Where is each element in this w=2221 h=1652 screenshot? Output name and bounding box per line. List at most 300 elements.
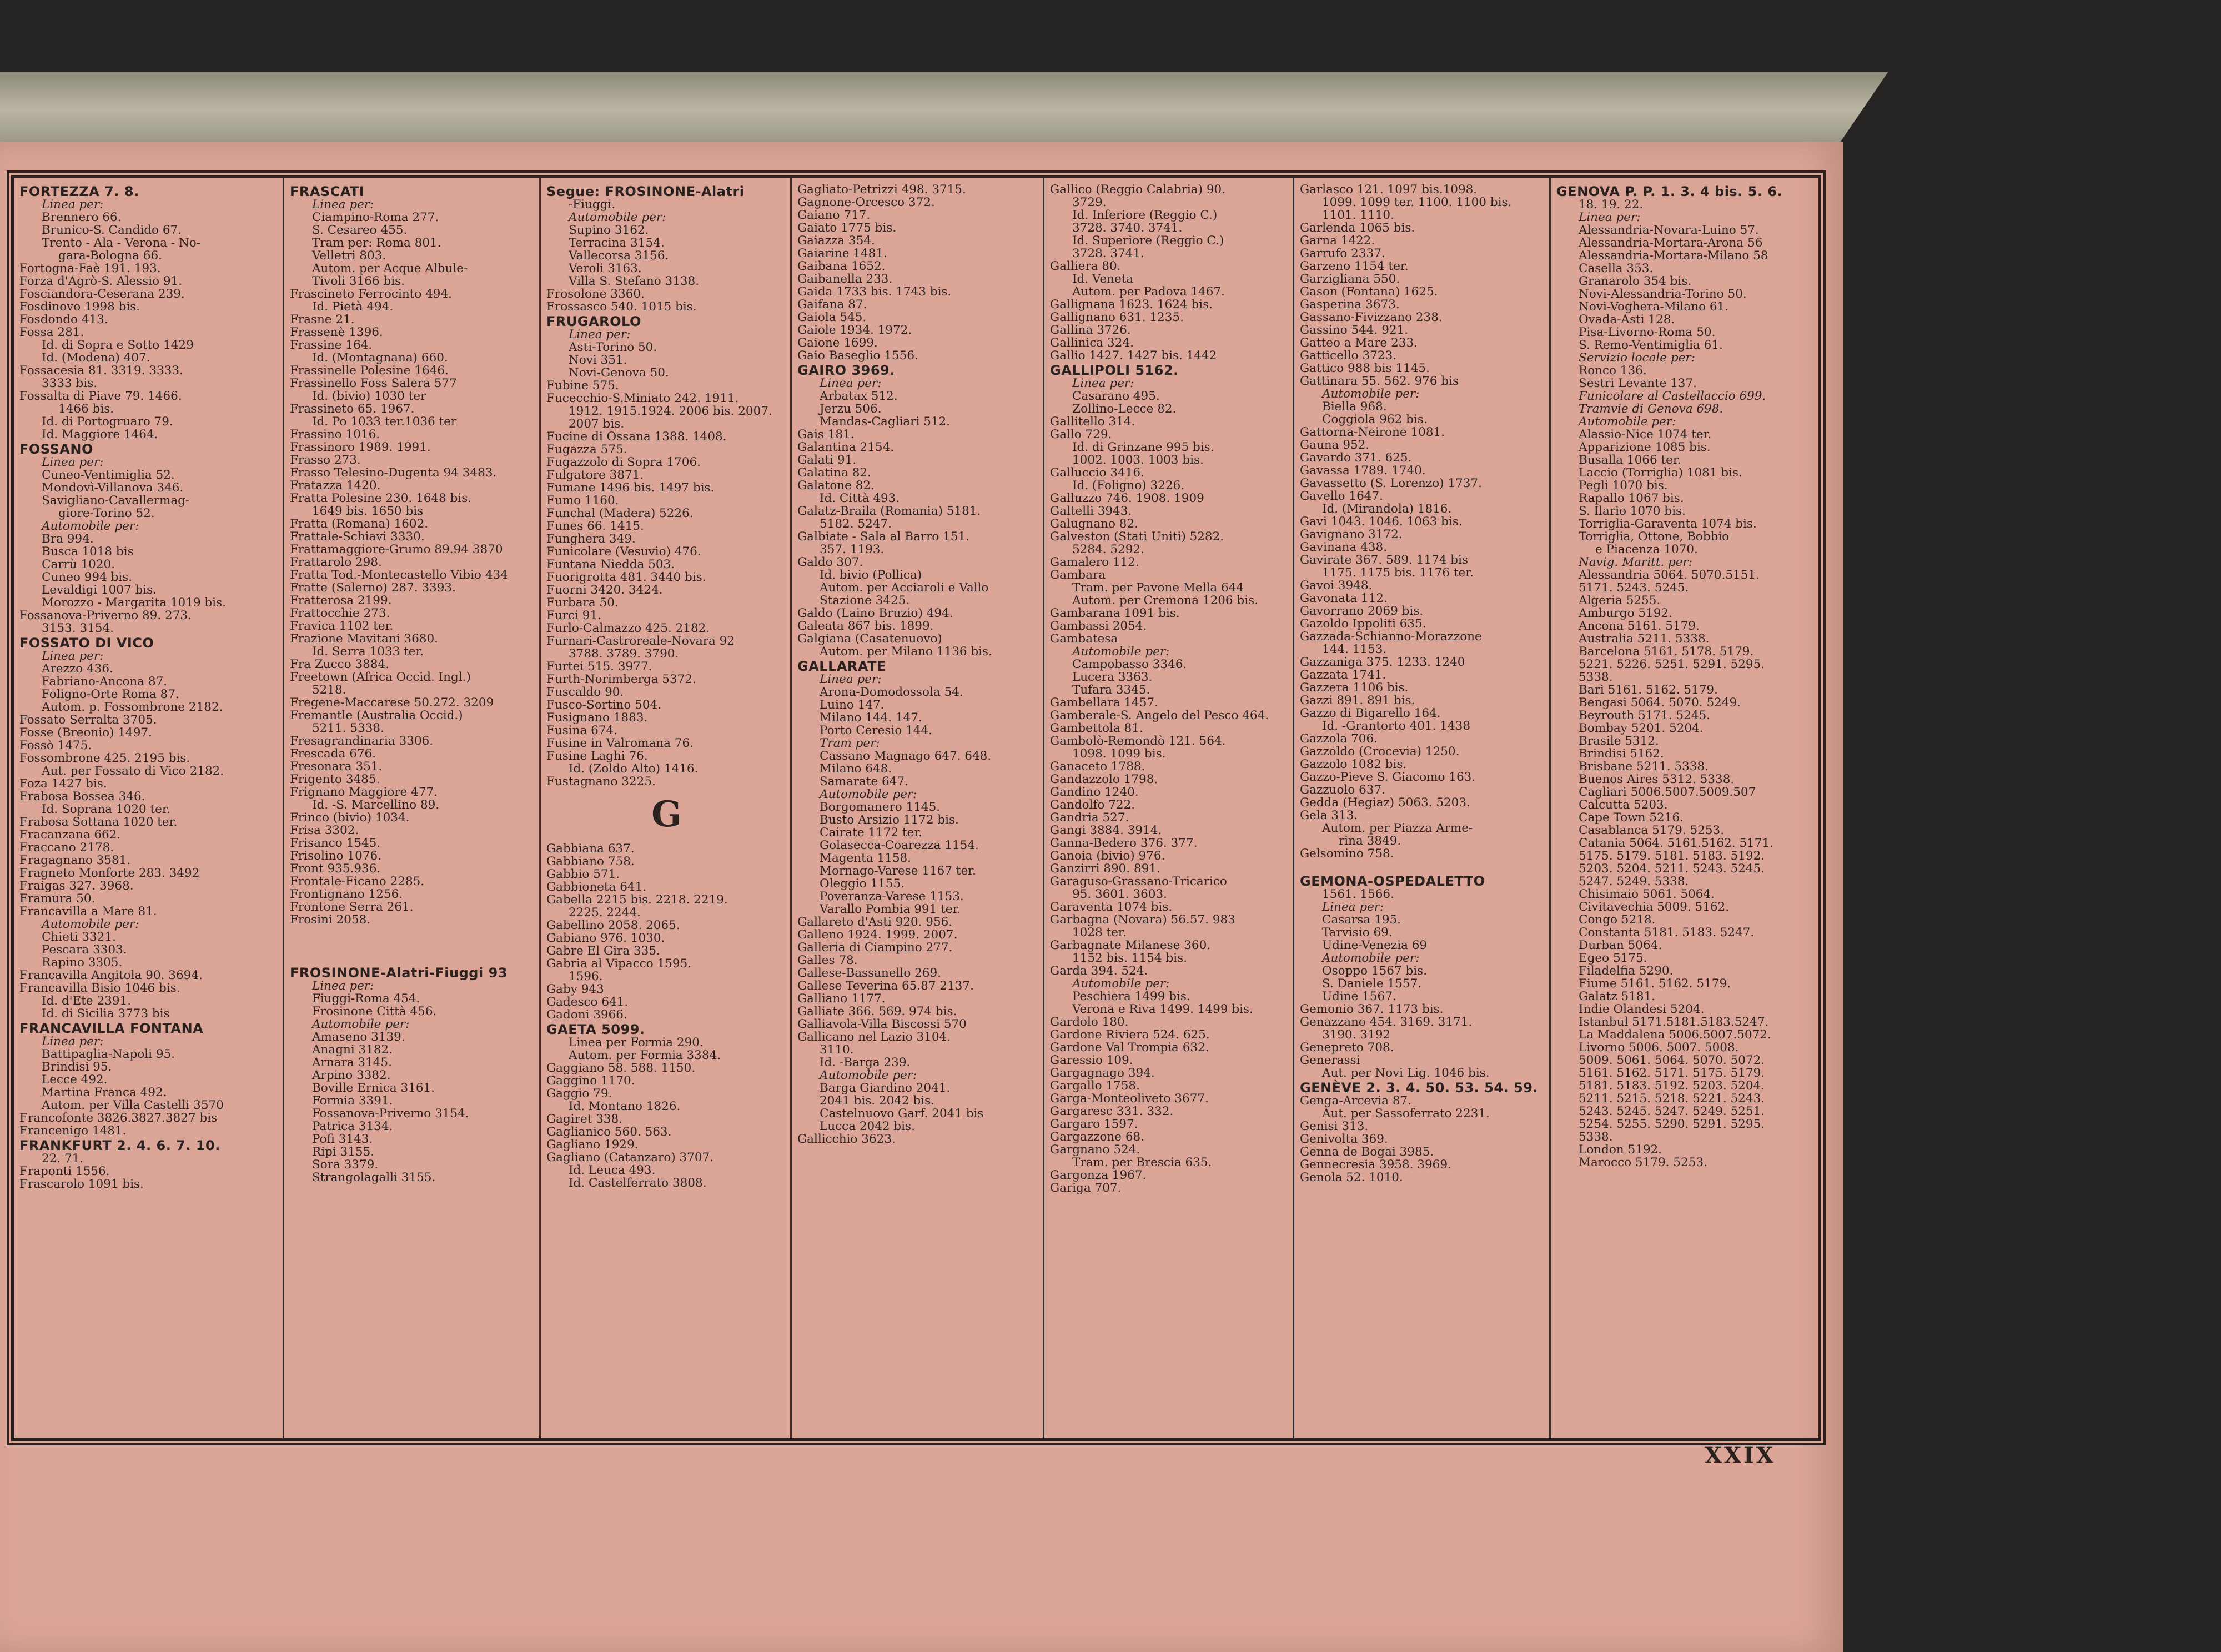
index-entry: S. Ilario 1070 bis. <box>1579 504 1686 518</box>
index-entry: 5009. 5061. 5064. 5070. 5072. <box>1579 1053 1765 1067</box>
index-entry: 5284. 5292. <box>1072 543 1144 556</box>
index-entry: Gela 313. <box>1300 809 1358 822</box>
index-entry: Fumo 1160. <box>546 494 619 508</box>
index-entry: Freetown (Africa Occid. Ingl.) <box>290 670 471 684</box>
index-entry: Gallese-Bassanello 269. <box>797 966 941 980</box>
index-entry: Galleria di Ciampino 277. <box>797 941 953 955</box>
index-entry: Arbatax 512. <box>820 389 898 403</box>
index-entry: Linea per: <box>569 328 631 342</box>
index-entry: Gaione 1699. <box>797 336 878 350</box>
index-entry: Gasperina 3673. <box>1300 298 1400 312</box>
index-entry: Fiuggi-Roma 454. <box>312 992 420 1006</box>
index-entry: Gagliano (Catanzaro) 3707. <box>546 1151 714 1164</box>
index-entry: Galdo 307. <box>797 555 863 569</box>
index-entry: Cairate 1172 ter. <box>820 826 923 840</box>
index-entry: Civitavechia 5009. 5162. <box>1579 900 1730 914</box>
index-entry: 2041 bis. 2042 bis. <box>820 1094 934 1108</box>
index-entry: Alessandria-Mortara-Milano 58 <box>1579 249 1768 263</box>
index-entry: Gallese Teverina 65.87 2137. <box>797 979 974 993</box>
index-entry: Gandino 1240. <box>1050 785 1139 799</box>
index-entry: Chisimaio 5061. 5064. <box>1579 887 1715 901</box>
index-entry: Garessio 109. <box>1050 1053 1133 1067</box>
index-entry: Fraigas 327. 3968. <box>19 879 134 893</box>
index-entry: Pisa-Livorno-Roma 50. <box>1579 325 1716 339</box>
index-entry: giore-Torino 52. <box>58 506 155 520</box>
index-entry: Udine-Venezia 69 <box>1322 938 1428 952</box>
index-entry: Gallo 729. <box>1050 428 1112 441</box>
index-entry: Gavinana 438. <box>1300 540 1388 554</box>
index-entry: Gabbiano 758. <box>546 855 635 868</box>
index-entry: Linea per: <box>820 672 882 686</box>
index-entry: 3788. 3789. 3790. <box>569 647 679 661</box>
index-entry: Francofonte 3826.3827.3827 bis <box>19 1111 218 1125</box>
index-entry: Aut. per Fossato di Vico 2182. <box>42 764 224 778</box>
index-entry: Fusina 674. <box>546 724 618 737</box>
index-entry: 5221. 5226. 5251. 5291. 5295. <box>1579 657 1765 671</box>
index-entry: Brasile 5312. <box>1579 734 1659 748</box>
index-entry: Automobile per: <box>820 1068 917 1082</box>
index-entry: Granarolo 354 bis. <box>1579 274 1692 288</box>
index-entry: 1101. 1110. <box>1322 208 1394 222</box>
index-heading: FOSSANO <box>19 441 93 457</box>
index-entry: Fossato Serralta 3705. <box>19 713 157 727</box>
index-entry: Fucine di Ossana 1388. 1408. <box>546 430 727 444</box>
index-entry: Veroli 3163. <box>569 262 642 275</box>
index-entry: Automobile per: <box>569 210 666 224</box>
index-entry: Gabbio 571. <box>546 867 620 881</box>
index-entry: Mondovì-Villanova 346. <box>42 481 184 495</box>
index-entry: S. Remo-Ventimiglia 61. <box>1579 338 1723 352</box>
index-entry: 1649 bis. 1650 bis <box>312 504 424 518</box>
index-entry: Linea per Formia 290. <box>569 1036 704 1050</box>
index-entry: Fragagnano 3581. <box>19 853 131 867</box>
index-entry: Gambara <box>1050 568 1106 582</box>
index-entry: 1002. 1003. 1003 bis. <box>1072 453 1204 467</box>
index-entry: Gaida 1733 bis. 1743 bis. <box>797 285 952 299</box>
index-entry: 3110. <box>820 1043 854 1057</box>
index-entry: Fossa 281. <box>19 325 84 339</box>
index-entry: Francavilla Bisio 1046 bis. <box>19 981 180 995</box>
index-entry: Autom. per Milano 1136 bis. <box>820 645 992 659</box>
index-entry: Frisolino 1076. <box>290 849 381 863</box>
index-entry: Galluzzo 746. 1908. 1909 <box>1050 491 1204 505</box>
index-entry: Gabria al Vipacco 1595. <box>546 957 692 971</box>
index-entry: Fossanova-Priverno 3154. <box>312 1107 469 1121</box>
index-entry: Id. Maggiore 1464. <box>42 428 158 441</box>
index-entry: Fubine 575. <box>546 379 619 393</box>
index-entry: Marocco 5179. 5253. <box>1579 1156 1707 1169</box>
index-entry: Galatina 82. <box>797 466 871 480</box>
index-entry: Ciampino-Roma 277. <box>312 210 439 224</box>
index-entry: Gattinara 55. 562. 976 bis <box>1300 374 1459 388</box>
index-entry: Savigliano-Cavallermag- <box>42 494 190 508</box>
index-entry: Id. -S. Marcellino 89. <box>312 798 440 812</box>
index-entry: Galveston (Stati Uniti) 5282. <box>1050 530 1224 544</box>
index-entry: Fraponti 1556. <box>19 1164 110 1178</box>
index-entry: Id. Po 1033 ter.1036 ter <box>312 415 457 429</box>
index-entry: Tivoli 3166 bis. <box>312 274 405 288</box>
index-heading: Segue: FROSINONE-Alatri <box>546 184 745 199</box>
index-entry: Id. -Grantorto 401. 1438 <box>1322 719 1471 733</box>
index-entry: Gambatesa <box>1050 632 1118 646</box>
index-entry: Gattorna-Neirone 1081. <box>1300 425 1445 439</box>
index-entry: Arona-Domodossola 54. <box>820 685 963 699</box>
index-entry: Linea per: <box>1322 900 1384 914</box>
index-entry: Autom. per Formia 3384. <box>569 1048 721 1062</box>
index-heading: FORTEZZA 7. 8. <box>19 184 139 199</box>
index-entry: Fuscaldo 90. <box>546 685 624 699</box>
index-entry: Fratazza 1420. <box>290 479 381 493</box>
index-entry: Garbagnate Milanese 360. <box>1050 938 1211 952</box>
index-entry: Fremantle (Australia Occid.) <box>290 709 463 722</box>
index-entry: Id. di Grinzane 995 bis. <box>1072 440 1214 454</box>
index-entry: -Fiuggi. <box>569 198 616 212</box>
index-entry: Patrica 3134. <box>312 1119 393 1133</box>
index-entry: Velletri 803. <box>312 249 386 263</box>
index-entry: Laccio (Torriglia) 1081 bis. <box>1579 466 1742 480</box>
index-entry: Gandazzolo 1798. <box>1050 772 1158 786</box>
page-number: XXIX <box>1705 1442 1776 1468</box>
index-entry: Automobile per: <box>1322 387 1420 401</box>
index-entry: Villa S. Stefano 3138. <box>569 274 700 288</box>
index-entry: Catania 5064. 5161.5162. 5171. <box>1579 836 1773 850</box>
index-entry: Galdo (Laino Bruzio) 494. <box>797 606 953 620</box>
index-entry: Gardone Val Trompia 632. <box>1050 1041 1209 1055</box>
index-entry: Fustagnano 3225. <box>546 775 656 789</box>
index-entry: Gaio Baseglio 1556. <box>797 349 918 363</box>
index-entry: Varallo Pombia 991 ter. <box>820 902 961 916</box>
index-entry: 5338. <box>1579 670 1613 684</box>
index-entry: Tufara 3345. <box>1072 683 1150 697</box>
index-entry: 5211. 5338. <box>312 721 384 735</box>
index-entry: Ripi 3155. <box>312 1145 375 1159</box>
index-entry: Frattarolo 298. <box>290 555 382 569</box>
index-entry: 1175. 1175 bis. 1176 ter. <box>1322 566 1474 580</box>
index-entry: Frabosa Bossea 346. <box>19 790 145 804</box>
index-entry: Id. Leuca 493. <box>569 1163 656 1177</box>
index-entry: Frontignano 1256. <box>290 887 403 901</box>
index-entry: Gambellara 1457. <box>1050 696 1158 710</box>
index-entry: Beyrouth 5171. 5245. <box>1579 709 1710 722</box>
index-entry: Linea per: <box>312 198 374 212</box>
index-entry: Trento - Ala - Verona - No- <box>42 236 200 250</box>
index-entry: Fusignano 1883. <box>546 711 648 725</box>
index-entry: Fratterosa 2199. <box>290 594 392 607</box>
index-entry: Casarsa 195. <box>1322 913 1401 927</box>
index-entry: S. Daniele 1557. <box>1322 977 1422 991</box>
index-entry: 3728. 3741. <box>1072 247 1144 260</box>
index-entry: Peschiera 1499 bis. <box>1072 990 1190 1003</box>
index-entry: Gason (Fontana) 1625. <box>1300 285 1438 299</box>
index-entry: Generassi <box>1300 1053 1360 1067</box>
index-entry: Fugazzolo di Sopra 1706. <box>546 455 701 469</box>
index-entry: Fossò 1475. <box>19 739 92 752</box>
index-entry: Fresonara 351. <box>290 760 383 774</box>
index-entry: Frosini 2058. <box>290 913 371 927</box>
index-entry: Gambettola 81. <box>1050 721 1143 735</box>
index-entry: Furtei 515. 3977. <box>546 660 652 674</box>
index-entry: Galtelli 3943. <box>1050 504 1132 518</box>
index-entry: Novi-Alessandria-Torino 50. <box>1579 287 1747 301</box>
index-entry: Gavorrano 2069 bis. <box>1300 604 1424 618</box>
index-entry: Milano 648. <box>820 762 892 776</box>
index-entry: Fosse (Breonio) 1497. <box>19 726 152 740</box>
index-entry: Fraccano 2178. <box>19 841 114 855</box>
index-entry: Alessandria-Mortara-Arona 56 <box>1579 236 1763 250</box>
index-entry: Id. (Zoldo Alto) 1416. <box>569 762 699 776</box>
index-entry: Genga-Arcevia 87. <box>1300 1094 1412 1108</box>
index-entry: Linea per: <box>42 649 104 663</box>
index-entry: Gariga 707. <box>1050 1181 1122 1195</box>
index-entry: Furbara 50. <box>546 596 619 610</box>
index-entry: Gamalero 112. <box>1050 555 1139 569</box>
index-entry: Servizio locale per: <box>1579 351 1695 365</box>
index-entry: Mornago-Varese 1167 ter. <box>820 864 976 878</box>
index-entry: Cuneo-Ventimiglia 52. <box>42 468 175 482</box>
index-entry: Frassinello Foss Salera 577 <box>290 376 457 390</box>
index-entry: Frattale-Schiavi 3330. <box>290 530 425 544</box>
index-entry: Automobile per: <box>1072 645 1170 659</box>
index-entry: Congo 5218. <box>1579 913 1656 927</box>
index-entry: Busalla 1066 ter. <box>1579 453 1681 467</box>
index-entry: Fosciandora-Ceserana 239. <box>19 287 185 301</box>
index-entry: Tram. per Brescia 635. <box>1072 1156 1212 1169</box>
index-column-4 <box>792 178 1044 1438</box>
index-entry: Buenos Aires 5312. 5338. <box>1579 772 1735 786</box>
index-entry: Gargaro 1597. <box>1050 1117 1138 1131</box>
index-entry: Frascarolo 1091 bis. <box>19 1177 144 1191</box>
index-entry: Autom. per Padova 1467. <box>1072 285 1225 299</box>
index-entry: Gabbiana 637. <box>546 842 635 856</box>
index-entry: Genivolta 369. <box>1300 1132 1388 1146</box>
index-entry: Fossalta di Piave 79. 1466. <box>19 389 182 403</box>
index-entry: 18. 19. 22. <box>1579 198 1644 212</box>
index-entry: Garaventa 1074 bis. <box>1050 900 1173 914</box>
index-entry: Gatticello 3723. <box>1300 349 1396 363</box>
index-entry: Automobile per: <box>42 519 139 533</box>
index-entry: Gedda (Hegiaz) 5063. 5203. <box>1300 796 1470 810</box>
index-entry: Garlasco 121. 1097 bis.1098. <box>1300 183 1478 197</box>
index-entry: Tram. per Pavone Mella 644 <box>1072 581 1244 595</box>
index-entry: Gagiret 338. <box>546 1112 622 1126</box>
index-entry: Fortogna-Faè 191. 193. <box>19 262 161 275</box>
index-entry: Biella 968. <box>1322 400 1387 414</box>
index-entry: Gallico (Reggio Calabria) 90. <box>1050 183 1226 197</box>
index-entry: Linea per: <box>1579 210 1641 224</box>
index-entry: Gaiola 545. <box>797 310 867 324</box>
index-entry: Garlenda 1065 bis. <box>1300 221 1415 235</box>
index-entry: Genola 52. 1010. <box>1300 1171 1403 1184</box>
index-entry: Gavardo 371. 625. <box>1300 451 1412 465</box>
index-entry: Aut. per Sassoferrato 2231. <box>1322 1107 1490 1121</box>
index-entry: Id. Pietà 494. <box>312 300 394 314</box>
index-entry: 5218. <box>312 683 346 697</box>
index-entry: La Maddalena 5006.5007.5072. <box>1579 1028 1771 1042</box>
index-entry: Arnara 3145. <box>312 1056 392 1069</box>
index-entry: Fiume 5161. 5162. 5179. <box>1579 977 1731 991</box>
index-entry: Strangolagalli 3155. <box>312 1171 436 1184</box>
index-entry: Gatteo a Mare 233. <box>1300 336 1418 350</box>
index-table-frame <box>11 175 1821 1441</box>
index-entry: Alessandria-Novara-Luino 57. <box>1579 223 1759 237</box>
index-entry: 5171. 5243. 5245. <box>1579 581 1689 595</box>
index-entry: Alessandria 5064. 5070.5151. <box>1579 568 1760 582</box>
index-entry: Galliate 366. 569. 974 bis. <box>797 1005 957 1018</box>
index-entry: Galeata 867 bis. 1899. <box>797 619 934 633</box>
index-entry: Luino 147. <box>820 698 885 712</box>
index-entry: Lucca 2042 bis. <box>820 1119 915 1133</box>
index-entry: Novi-Voghera-Milano 61. <box>1579 300 1729 314</box>
index-entry: Vallecorsa 3156. <box>569 249 669 263</box>
index-entry: Gangi 3884. 3914. <box>1050 824 1162 837</box>
index-entry: Fregene-Maccarese 50.272. 3209 <box>290 696 494 710</box>
index-entry: Gennecresia 3958. 3969. <box>1300 1158 1451 1172</box>
index-entry: e Piacenza 1070. <box>1595 543 1698 556</box>
index-entry: Gallignana 1623. 1624 bis. <box>1050 298 1213 312</box>
index-entry: Linea per: <box>42 198 104 212</box>
index-entry: Id. (bivio) 1030 ter <box>312 389 426 403</box>
index-entry: Ovada-Asti 128. <box>1579 313 1675 327</box>
index-entry: Casarano 495. <box>1072 389 1160 403</box>
index-entry: Gabiano 976. 1030. <box>546 931 665 945</box>
index-entry: Gallignano 631. 1235. <box>1050 310 1184 324</box>
index-entry: Busto Arsizio 1172 bis. <box>820 813 959 827</box>
index-heading: GEMONA-OSPEDALETTO <box>1300 873 1485 889</box>
index-entry <box>290 952 536 965</box>
index-entry: 357. 1193. <box>820 543 885 556</box>
index-entry: Busca 1018 bis <box>42 545 134 559</box>
index-entry: Gallio 1427. 1427 bis. 1442 <box>1050 349 1217 363</box>
index-entry: London 5192. <box>1579 1143 1662 1157</box>
index-entry: Gambarana 1091 bis. <box>1050 606 1180 620</box>
index-entry: Frescada 676. <box>290 747 376 761</box>
index-entry: Frassine 164. <box>290 338 373 352</box>
index-entry: Autom. per Cremona 1206 bis. <box>1072 594 1258 607</box>
index-entry: Tramvie di Genova 698. <box>1579 402 1723 416</box>
index-entry: Front 935.936. <box>290 862 381 876</box>
index-entry: Gazzata 1741. <box>1300 668 1386 682</box>
index-entry: Francavilla a Mare 81. <box>19 905 157 918</box>
index-entry: Fugazza 575. <box>546 443 627 456</box>
index-entry: Gambolò-Remondò 121. 564. <box>1050 734 1226 748</box>
index-entry: Frosinone Città 456. <box>312 1005 437 1018</box>
index-entry: Galleno 1924. 1999. 2007. <box>797 928 958 942</box>
index-entry: Gardone Riviera 524. 625. <box>1050 1028 1210 1042</box>
index-entry: Gavignano 3172. <box>1300 528 1403 541</box>
index-entry: Frisa 3302. <box>290 824 359 837</box>
index-column-2 <box>284 178 541 1438</box>
index-entry: Id. Veneta <box>1072 272 1134 286</box>
index-entry: Gaggiano 58. 588. 1150. <box>546 1061 696 1075</box>
index-entry: 144. 1153. <box>1322 642 1387 656</box>
index-entry: Gaiarine 1481. <box>797 247 887 260</box>
index-entry: Autom. per Villa Castelli 3570 <box>42 1098 224 1112</box>
index-entry: Cuneo 994 bis. <box>42 570 133 584</box>
index-heading: GALLIPOLI 5162. <box>1050 363 1179 378</box>
index-entry: Gargnano 524. <box>1050 1143 1140 1157</box>
index-entry: Gardolo 180. <box>1050 1015 1129 1029</box>
index-heading: FRANKFURT 2. 4. 6. 7. 10. <box>19 1138 220 1153</box>
index-entry: Gallina 3726. <box>1050 323 1131 337</box>
index-heading: FRUGAROLO <box>546 314 641 329</box>
index-entry: Fuorni 3420. 3424. <box>546 583 663 597</box>
index-entry: Indie Olandesi 5204. <box>1579 1002 1705 1016</box>
index-entry: 3153. 3154. <box>42 621 114 635</box>
index-entry: Gazzi 891. 891 bis. <box>1300 694 1415 707</box>
index-entry: Battipaglia-Napoli 95. <box>42 1047 175 1061</box>
index-entry: Gallinica 324. <box>1050 336 1134 350</box>
index-entry: Cagliari 5006.5007.5009.507 <box>1579 785 1756 799</box>
index-entry: Automobile per: <box>42 917 139 931</box>
index-entry: Gaglianico 560. 563. <box>546 1125 672 1139</box>
index-column-5 <box>1044 178 1294 1438</box>
index-entry: Tram per: <box>820 736 880 750</box>
index-entry: Fratte (Salerno) 287. 3393. <box>290 581 456 595</box>
index-entry: Garna 1422. <box>1300 234 1375 248</box>
index-entry: Funghera 349. <box>546 532 636 546</box>
index-entry: Ancona 5161. 5179. <box>1579 619 1700 633</box>
index-entry: Brennero 66. <box>42 210 122 224</box>
index-entry: Pofi 3143. <box>312 1132 373 1146</box>
index-entry: Istanbul 5171.5181.5183.5247. <box>1579 1015 1769 1029</box>
index-entry <box>290 926 536 939</box>
index-entry: Galati 91. <box>797 453 857 467</box>
index-entry: Francavilla Angitola 90. 3694. <box>19 968 203 982</box>
index-entry: Gabre El Gira 335. <box>546 944 660 958</box>
index-entry: Automobile per: <box>312 1017 410 1031</box>
index-entry: Frisanco 1545. <box>290 836 381 850</box>
index-entry: Udine 1567. <box>1322 990 1396 1003</box>
index-entry: Terracina 3154. <box>569 236 665 250</box>
index-entry: Autom. p. Fossombrone 2182. <box>42 700 223 714</box>
index-entry: Funes 66. 1415. <box>546 519 644 533</box>
index-entry: Fossombrone 425. 2195 bis. <box>19 751 190 765</box>
index-entry: 5161. 5162. 5171. 5175. 5179. <box>1579 1066 1765 1080</box>
index-entry: Fosdinovo 1998 bis. <box>19 300 140 314</box>
index-entry: Garzigliana 550. <box>1300 272 1400 286</box>
index-entry: Genepreto 708. <box>1300 1041 1394 1055</box>
index-entry: Garaguso-Grassano-Tricarico <box>1050 875 1227 888</box>
index-entry: Arpino 3382. <box>312 1068 391 1082</box>
index-entry: Gagnone-Orcesco 372. <box>797 195 935 209</box>
index-entry: Frassineto 65. 1967. <box>290 402 415 416</box>
index-entry: Fabriano-Ancona 87. <box>42 675 168 689</box>
index-entry: Frinco (bivio) 1034. <box>290 811 410 825</box>
index-entry: Autom. per Acciaroli e Vallo <box>820 581 989 595</box>
index-entry: Galatone 82. <box>797 479 875 493</box>
index-entry: Fresagrandinaria 3306. <box>290 734 434 748</box>
index-entry: Gelsomino 758. <box>1300 847 1394 861</box>
index-entry: Gabellino 2058. 2065. <box>546 918 680 932</box>
index-entry: Gallitello 314. <box>1050 415 1135 429</box>
index-entry: 5338. <box>1579 1130 1613 1144</box>
index-entry: Gassino 544. 921. <box>1300 323 1409 337</box>
index-entry: Fravica 1102 ter. <box>290 619 394 633</box>
index-entry: Gassano-Fivizzano 238. <box>1300 310 1443 324</box>
index-entry: Furth-Norimberga 5372. <box>546 672 696 686</box>
index-entry: Frassino 1016. <box>290 428 380 441</box>
index-entry: Rapino 3305. <box>42 956 123 970</box>
index-entry: Id. Castelferrato 3808. <box>569 1176 707 1190</box>
index-entry: Bari 5161. 5162. 5179. <box>1579 683 1718 697</box>
index-entry: Gagliano 1929. <box>546 1138 639 1152</box>
index-entry: Automobile per: <box>820 787 917 801</box>
index-column-3 <box>541 178 792 1438</box>
index-entry: Galliano 1177. <box>797 992 886 1006</box>
index-entry: Furci 91. <box>546 609 601 622</box>
index-entry: Gavassa 1789. 1740. <box>1300 464 1426 478</box>
index-entry: Magenta 1158. <box>820 851 912 865</box>
